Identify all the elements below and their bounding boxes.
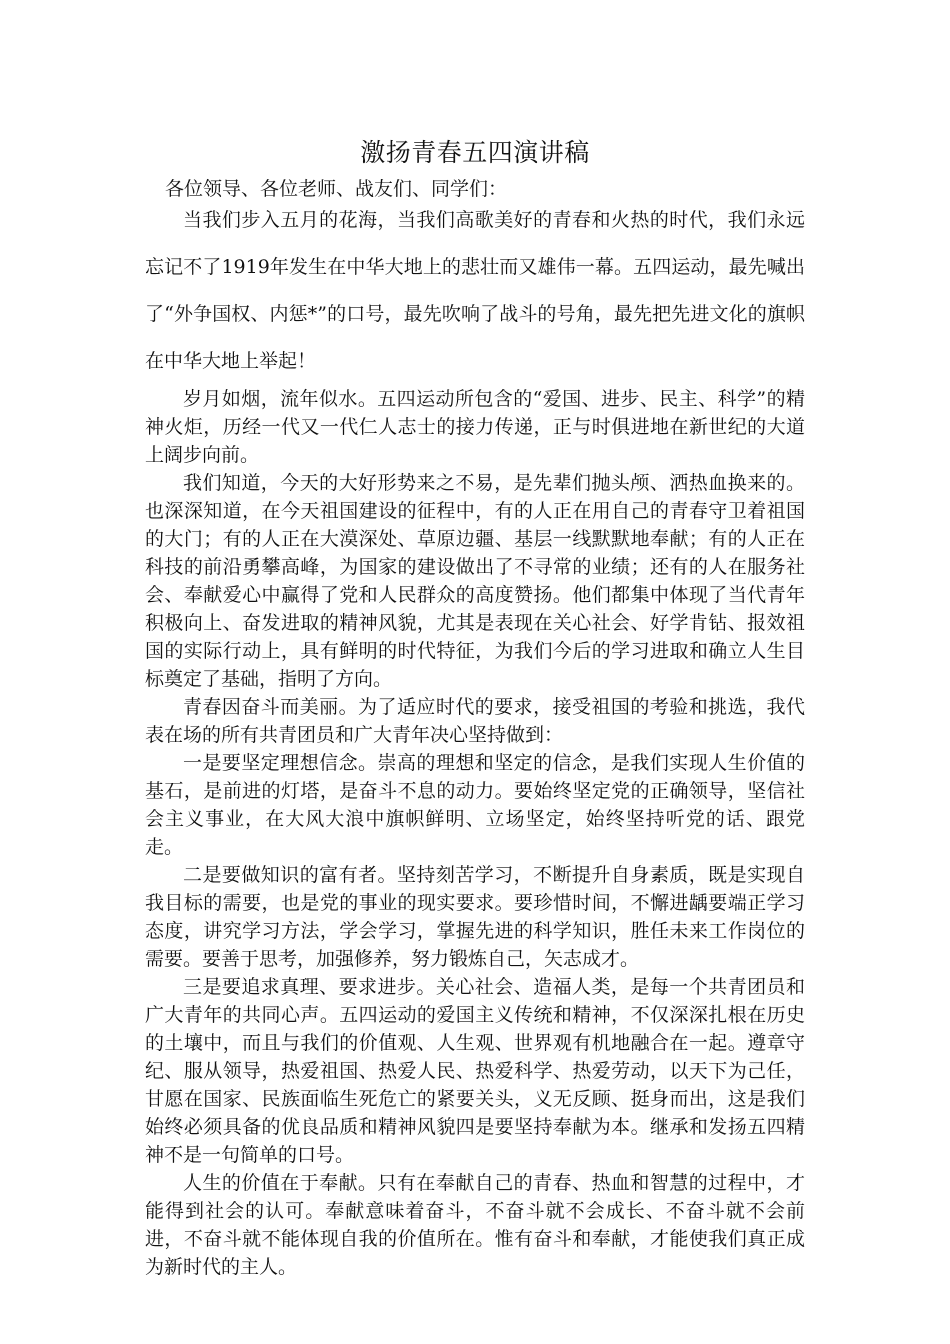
- paragraph-6: 二是要做知识的富有者。坚持刻苦学习，不断提升自身素质，既是实现自我目标的需要，也是党的事业的现实要求。要珍惜时间，不懈进龋要端正学习态度，讲究学习方法，学会学习，掌握先进的科学知识，胜任未来工作岗位的需要。要善于思考，加强修养，努力锻炼自己，矢志成才。: [145, 864, 805, 970]
- paragraph-4: 青春因奋斗而美丽。为了适应时代的要求，接受祖国的考验和挑选，我代表在场的所有共青团员和广大青年决心坚持做到：: [145, 696, 805, 746]
- paragraph-8: 人生的价值在于奉献。只有在奉献自己的青春、热血和智慧的过程中，才能得到社会的认可。奉献意味着奋斗，不奋斗就不会成长、不奋斗就不会前进，不奋斗就不能体现自我的价值所在。惟有奋斗和奉献，才能使我们真正成为新时代的主人。: [145, 1172, 805, 1278]
- paragraph-7: 三是要追求真理、要求进步。关心社会、造福人类，是每一个共青团员和广大青年的共同心声。五四运动的爱国主义传统和精神，不仅深深扎根在历史的土壤中，而且与我们的价值观、人生观、世界观有机地融合在一起。遵章守纪、服从领导，热爱祖国、热爱人民、热爱科学、热爱劳动，以天下为己任，甘愿在国家、民族面临生死危亡的紧要关头，义无反顾、挺身而出，这是我们始终必须具备的优良品质和精神风貌四是要坚持奉献为本。继承和发扬五四精神不是一句简单的口号。: [145, 976, 805, 1166]
- paragraph-2: 岁月如烟，流年似水。五四运动所包含的“爱国、进步、民主、科学”的精神火炬，历经一代又一代仁人志士的接力传递，正与时俱进地在新世纪的大道上阔步向前。: [145, 388, 805, 466]
- paragraph-5: 一是要坚定理想信念。崇高的理想和坚定的信念，是我们实现人生价值的基石，是前进的灯塔，是奋斗不息的动力。要始终坚定党的正确领导，坚信社会主义事业，在大风大浪中旗帜鲜明、立场坚定，始终坚持听党的话、跟党走。: [145, 752, 805, 858]
- salutation: 各位领导、各位老师、战友们、同学们：: [165, 178, 508, 200]
- paragraph-3: 我们知道，今天的大好形势来之不易，是先辈们抛头颅、洒热血换来的。也深深知道，在今天祖国建设的征程中，有的人正在用自己的青春守卫着祖国的大门；有的人正在大漠深处、草原边疆、基层一线默默地奉献；有的人正在科技的前沿勇攀高峰，为国家的建设做出了不寻常的业绩；还有的人在服务社会、奉献爱心中赢得了党和人民群众的高度赞扬。他们都集中体现了当代青年积极向上、奋发进取的精神风貌，尤其是表现在关心社会、好学肯钻、报效祖国的实际行动上，具有鲜明的时代特征，为我们今后的学习进取和确立人生目标奠定了基础，指明了方向。: [145, 472, 805, 690]
- document-page: [145, 135, 805, 1281]
- document-title: 激扬青春五四演讲稿: [360, 138, 590, 167]
- paragraph-1: 当我们步入五月的花海，当我们高歌美好的青春和火热的时代，我们永远忘记不了1919年发生在中华大地上的悲壮而又雄伟一幕。五四运动，最先喊出了“外争国权、内惩*”的口号，最先吹响了战斗的号角，最先把先进文化的旗帜在中华大地上举起！: [145, 209, 805, 372]
